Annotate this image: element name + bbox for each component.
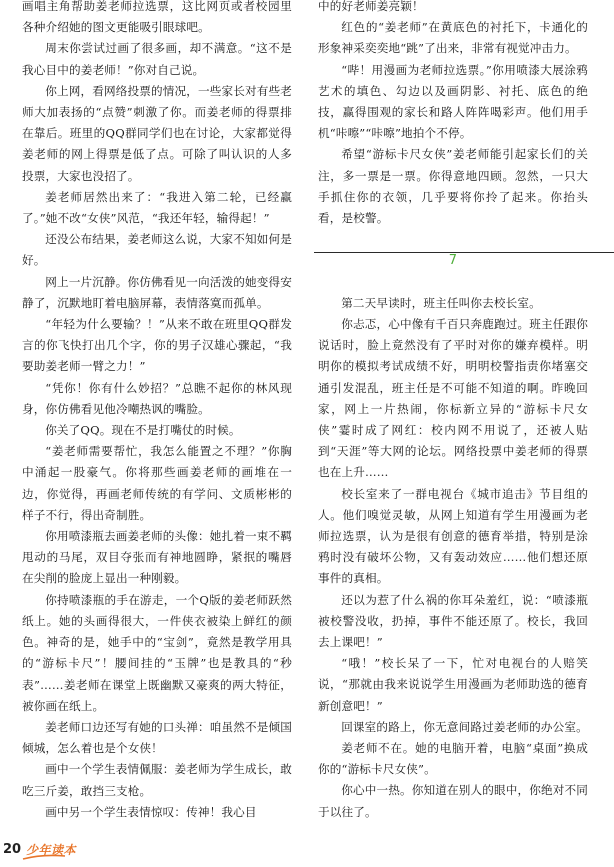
paragraph: 还没公布结果，姜老师这么说，大家不知如何是好。 bbox=[22, 232, 292, 268]
paragraph: 希望“游标卡尺女侠”姜老师能引起家长们的关注，多一票是一票。你得意地四顾。忽然，一只大手抓住你的衣领，几乎要将你拎了起来。你抬头看，是校警。 bbox=[318, 147, 588, 226]
page-number: 20 bbox=[3, 842, 22, 857]
right-column-bottom-text bbox=[318, 293, 588, 823]
paragraph: 你上网，看网络投票的情况，一些家长对有些老师大加表扬的“点赞”刺激了你。而姜老师的得票排在靠后。班里的QQ群同学们也在讨论，大家都觉得姜老师的网上得票是低了点。可除了叫认识的人多投票，大家也没招了。 bbox=[22, 83, 292, 183]
paragraph: “哦！”校长呆了一下，忙对电视台的人赔笑说，“那就由我来说说学生用漫画为老师助选的德育新创意吧！” bbox=[318, 656, 588, 713]
paragraph: 画中另一个学生表情惊叹：传神！我心目 bbox=[45, 804, 257, 819]
paragraph: 第二天早读时，班主任叫你去校长室。 bbox=[341, 295, 541, 310]
paragraph: 红色的“姜老师”在黄底色的衬托下，卡通化的形象神采奕奕地“跳”了出来，非常有视觉冲击力。 bbox=[318, 20, 588, 56]
section-spacer bbox=[318, 272, 588, 293]
logo-swoosh-icon bbox=[22, 854, 66, 860]
paragraph: 姜老师不在。她的电脑开着，电脑“桌面”换成你的“游标卡尺女侠”。 bbox=[318, 741, 588, 777]
paragraph: 你心中一热。你知道在别人的眼中，你绝对不同于以往了。 bbox=[318, 783, 588, 819]
magazine-logo: 少年读本 bbox=[26, 843, 77, 857]
paragraph: 你关了QQ。现在不是打嘴仗的时候。 bbox=[45, 423, 241, 438]
section-number: 7 bbox=[448, 253, 458, 269]
paragraph: 画唱主角帮助姜老师拉选票，这比网页或者校园里各种介绍她的图文更能吸引眼球吧。 bbox=[22, 0, 292, 35]
paragraph: “姜老师需要帮忙，我怎么能置之不理？”你胸中涌起一股豪气。你将那些画姜老师的画堆在一边，你觉得，再画老师传统的有学问、文质彬彬的样子不行，得出奇制胜。 bbox=[22, 444, 292, 522]
paragraph: 校长室来了一群电视台《城市追击》节目组的人。他们嗅觉灵敏，从网上知道有学生用漫画为老师拉选票，认为是很有创意的德育举措，特别是涂鸦时没有破坏公物，又有轰动效应……他们想还原事件的真相。 bbox=[318, 486, 588, 586]
right-column-top-text bbox=[318, 0, 588, 229]
section-spacer bbox=[318, 229, 588, 250]
paragraph: 还以为惹了什么祸的你耳朵羞红，说：“喷漆瓶被校警没收，扔掉，事件不能还原了。校长，我回去上课吧！” bbox=[318, 592, 588, 650]
paragraph: 网上一片沉静。你仿佛看见一向活泼的她变得安静了，沉默地盯着电脑屏幕，表情落寞而孤单。 bbox=[22, 274, 292, 310]
paragraph: 姜老师居然出来了：“我进入第二轮，已经赢了。”她不改“女侠”风范，“我还年轻，输得起！” bbox=[22, 189, 292, 226]
section-divider bbox=[314, 252, 614, 253]
paragraph: 周末你尝试过画了很多画，却不满意。“这不是我心目中的姜老师！”你对自己说。 bbox=[22, 41, 292, 77]
paragraph: 你用喷漆瓶去画姜老师的头像：她扎着一束不羁甩动的马尾，双目夺张而有神地圆睁，紧抿的嘴唇在尖削的脸庞上显出一种刚毅。 bbox=[22, 529, 292, 586]
paragraph: 回课室的路上，你无意间路过姜老师的办公室。 bbox=[341, 719, 588, 734]
paragraph: “年轻为什么要输？！”从来不敢在班里QQ群发言的你飞快打出几个字，你的男子汉雄心骤起，“我要助姜老师一臂之力！” bbox=[22, 317, 292, 374]
paragraph: “凭你！你有什么妙招？”总瞧不起你的林风现身，你仿佛看见他冷嘲热讽的嘴脸。 bbox=[22, 380, 292, 416]
paragraph: 你持喷漆瓶的手在游走，一个Q版的姜老师跃然纸上。她的头画得很大，一件侠衣被染上鲜红的颜色。神奇的是，她手中的“宝剑”，竟然是教学用具的“游标卡尺”！腰间挂的“玉牌”也是教具的“秒表”……姜老师在课堂上既幽默又豪爽的两大特征，被你画在纸上。 bbox=[22, 592, 292, 713]
paragraph: 姜老师口边还写有她的口头禅：咱虽然不是倾国倾城，怎么着也是个女侠！ bbox=[22, 719, 292, 756]
paragraph: “哔！用漫画为老师拉选票。”你用喷漆大展涂鸦艺术的填色、勾边以及画阴影、衬托、底色的绝技，赢得围观的家长和路人阵阵喝彩声。他们用手机“咔嚓”“咔嚓”地拍个不停。 bbox=[318, 62, 588, 141]
paragraph: 你忐忑，心中像有千百只奔鹿跑过。班主任跟你说话时，脸上竟然没有了平时对你的嫌弃模样。明明你的模拟考试成绩不好，明明校警指责你堵塞交通引发混乱，班主任是不可能不知道的啊。昨晚回家，网上一片热闹，你标新立异的“游标卡尺女侠”霎时成了网红：校内网不用说了，还被人贴到“天涯”等大网的论坛。网络投票中姜老师的得票也在上升…… bbox=[318, 317, 588, 480]
left-column bbox=[22, 0, 292, 823]
page-footer bbox=[0, 836, 120, 864]
paragraph: 中的好老师姜亮颖！ bbox=[318, 0, 424, 13]
right-column bbox=[318, 0, 588, 823]
paragraph: 画中一个学生表情佩服：姜老师为学生成长，敢吃三斤姜，敢挡三支枪。 bbox=[22, 762, 292, 798]
